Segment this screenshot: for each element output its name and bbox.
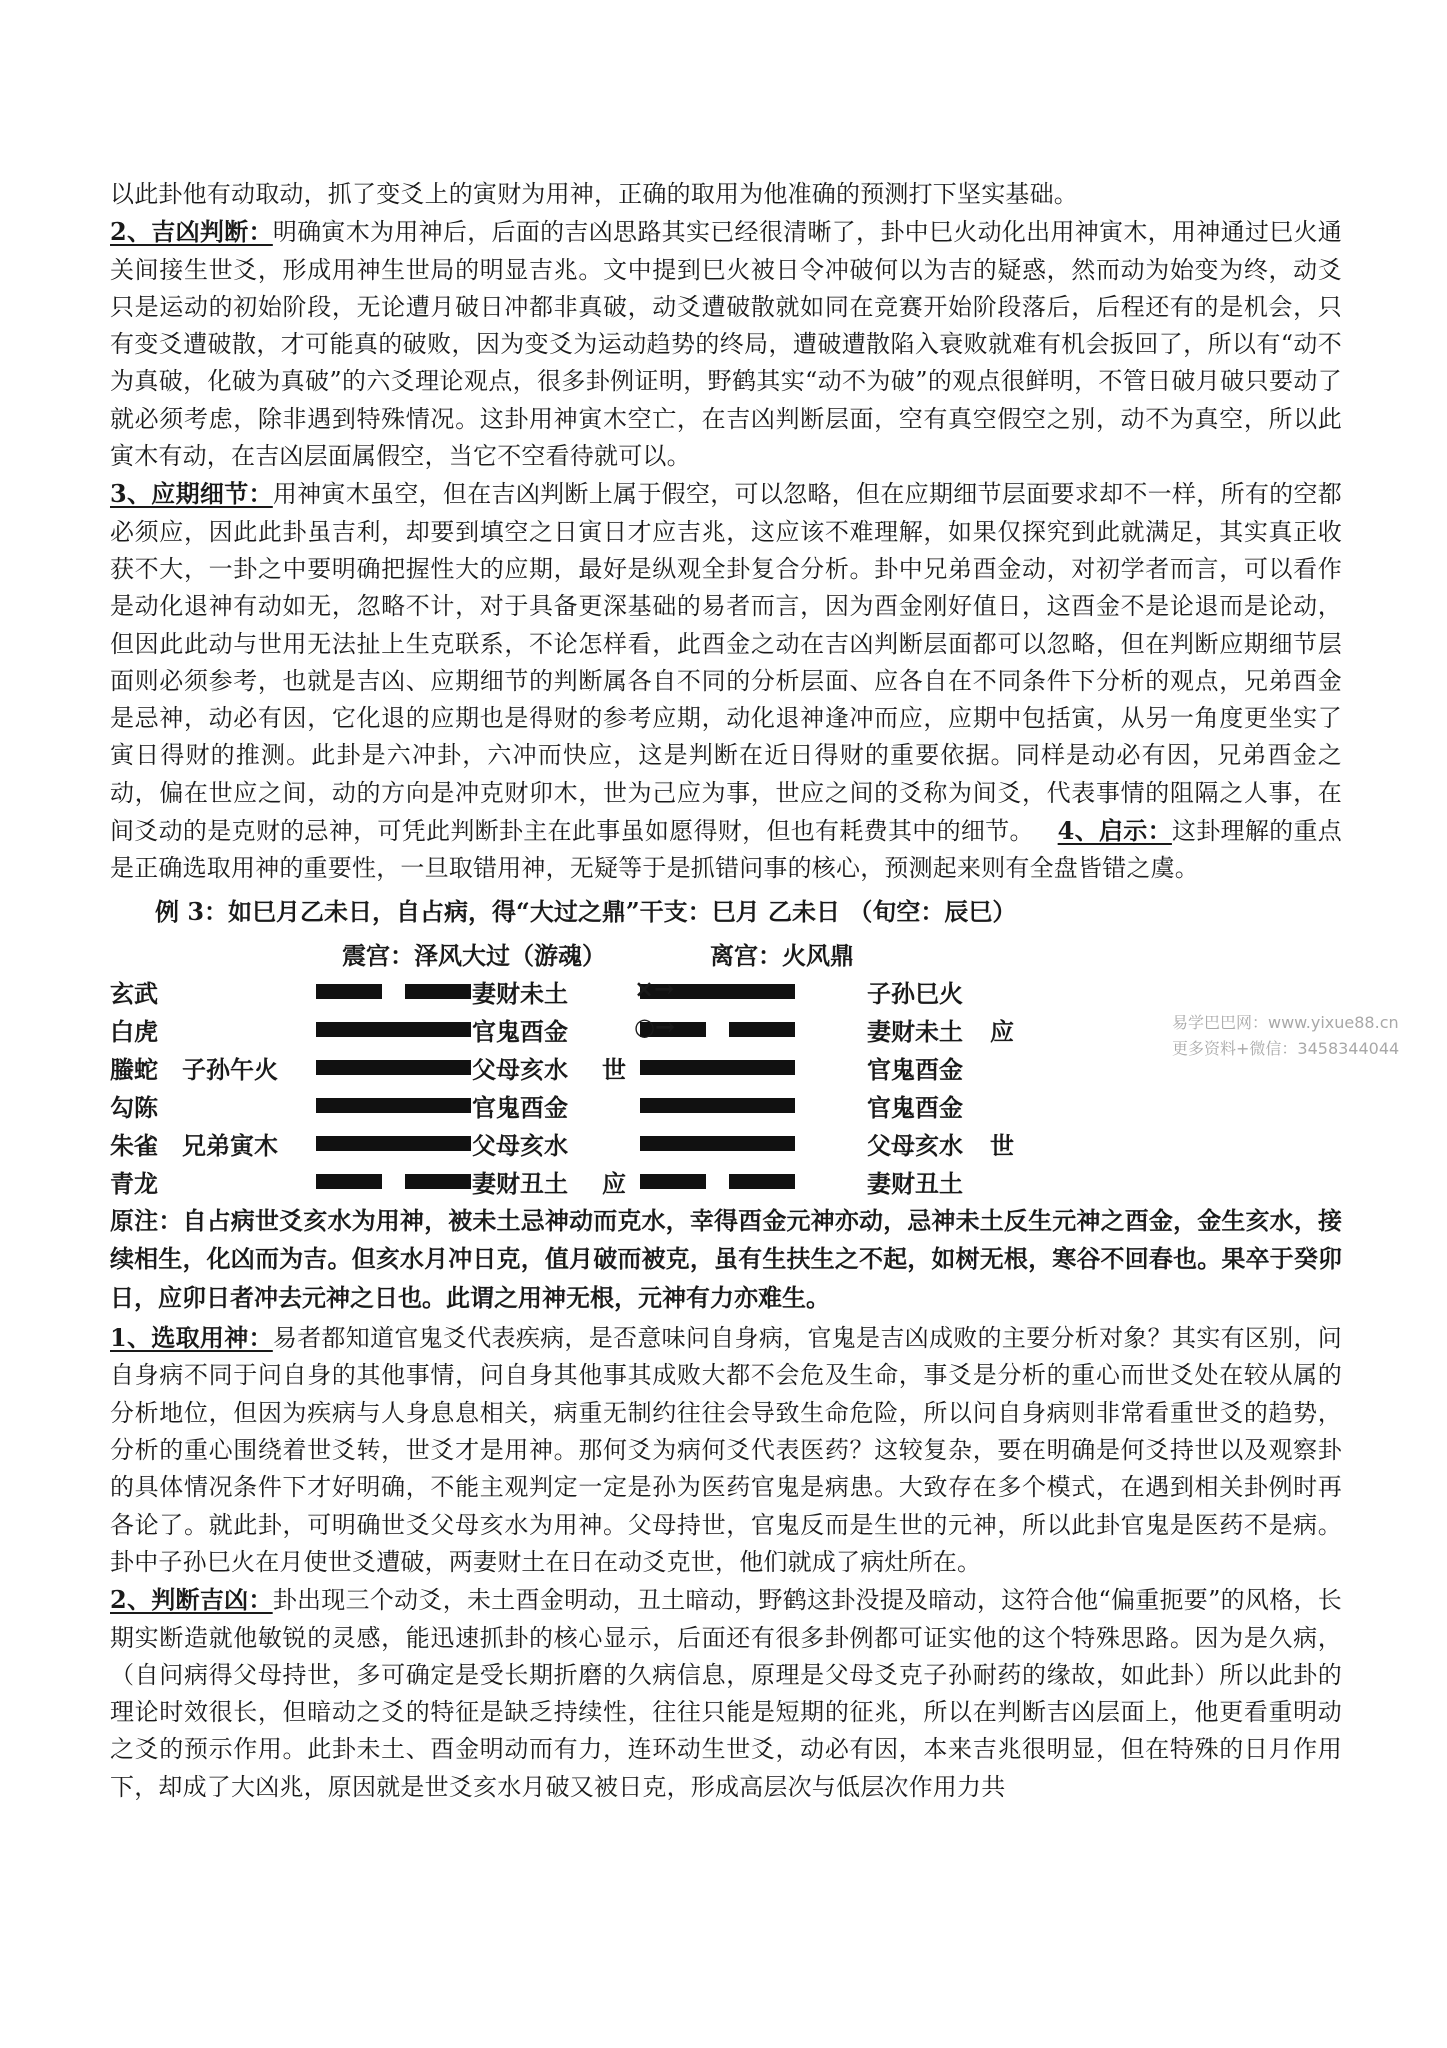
hexagram-row xyxy=(110,1160,1342,1198)
right-shi-ying-mark: 应 xyxy=(990,1016,1014,1046)
hexagram-row xyxy=(110,1008,1342,1046)
left-shi-ying-mark: 应 xyxy=(602,1168,626,1198)
line-segment xyxy=(729,1174,795,1189)
hexagram-row xyxy=(110,970,1342,1008)
yang-line xyxy=(640,1060,795,1075)
six-god-label: 白虎 xyxy=(110,1016,158,1046)
left-line-label: 妻财丑土 xyxy=(472,1168,568,1198)
right-line-label: 妻财未土 xyxy=(867,1016,963,1046)
six-god-label: 青龙 xyxy=(110,1168,158,1198)
section-heading: 2、吉凶判断： xyxy=(110,217,273,247)
yang-line xyxy=(640,1098,795,1113)
hidden-spirit-label: 兄弟寅木 xyxy=(182,1130,278,1160)
line-segment xyxy=(640,1098,795,1113)
line-segment xyxy=(316,1136,471,1151)
example-title: 例 3：如巳月乙未日，自占病，得“大过之鼎”干支：巳月 乙未日 （旬空：辰巳） xyxy=(155,896,1017,926)
section-heading: 2、判断吉凶： xyxy=(110,1585,273,1615)
section-heading: 4、启示： xyxy=(1057,816,1172,846)
line-segment xyxy=(316,1174,382,1189)
left-line-label: 妻财未土 xyxy=(472,978,568,1008)
line-segment xyxy=(640,1174,706,1189)
paragraph-text: 卦出现三个动爻，未土酉金明动，丑土暗动，野鹤这卦没提及暗动，这符合他“偏重扼要”的风格，长期实断造就他敏锐的灵感，能迅速抓卦的核心显示，后面还有很多卦例都可证实他的这个特殊思路。因为是久病，（自问病得父母持世，多可确定是受长期折磨的久病信息，原理是父母爻克子孙耐药的缘故，如此卦）所以此卦的理论时效很长，但暗动之爻的特征是缺乏持续性，往往只能是短期的征兆，所以在判断吉凶层面上，他更看重明动之爻的预示作用。此卦未土、酉金明动而有力，连环动生世爻，动必有因，本来吉兆很明显，但在特殊的日月作用下，却成了大凶兆，原因就是世爻亥水月破又被日克，形成高层次与低层次作用力共 xyxy=(110,1586,1342,1801)
six-god-label: 勾陈 xyxy=(110,1092,158,1122)
paragraph-text: 这卦理解的重点是正确选取用神的重要性，一旦取错用神，无疑等于是抓错问事的核心，预测起来则有全盘皆错之虞。 xyxy=(110,817,1342,883)
yang-line xyxy=(316,1060,471,1075)
right-palace-label: 离宫：火风鼎 xyxy=(710,940,854,970)
yin-line xyxy=(316,984,471,999)
section-heading: 1、选取用神： xyxy=(110,1323,273,1353)
paragraph-intro xyxy=(110,176,1342,213)
section-heading: 3、应期细节： xyxy=(110,479,273,509)
watermark-site: 易学巴巴网：www.yixue88.cn xyxy=(1172,1013,1399,1032)
left-line-label: 官鬼酉金 xyxy=(472,1016,568,1046)
left-line-label: 父母亥水 xyxy=(472,1054,568,1084)
hidden-spirit-label: 子孙午火 xyxy=(182,1054,278,1084)
line-segment xyxy=(316,984,382,999)
moving-line-mark: ○→ xyxy=(634,1011,676,1041)
six-god-label: 螣蛇 xyxy=(110,1054,158,1084)
right-line-label: 官鬼酉金 xyxy=(867,1092,963,1122)
left-line-label: 父母亥水 xyxy=(472,1130,568,1160)
yang-line xyxy=(640,1136,795,1151)
left-shi-ying-mark: 世 xyxy=(602,1054,626,1084)
paragraph-xuanqu xyxy=(110,1319,1342,1581)
line-segment xyxy=(640,1060,795,1075)
yin-line xyxy=(640,1174,795,1189)
right-line-label: 子孙巳火 xyxy=(867,978,963,1008)
hexagram-row xyxy=(110,1084,1342,1122)
paragraph-panduan xyxy=(110,1581,1342,1806)
line-segment xyxy=(316,1022,471,1037)
line-segment xyxy=(405,1174,471,1189)
right-line-label: 父母亥水 xyxy=(867,1130,963,1160)
paragraph-text: 以此卦他有动取动，抓了变爻上的寅财为用神，正确的取用为他准确的预测打下坚实基础。 xyxy=(110,180,1078,208)
yang-line xyxy=(316,1098,471,1113)
six-god-label: 朱雀 xyxy=(110,1130,158,1160)
yang-line xyxy=(316,1136,471,1151)
line-segment xyxy=(405,984,471,999)
paragraph-text: 用神寅木虽空，但在吉凶判断上属于假空，可以忽略，但在应期细节层面要求却不一样，所有的空都必须应，因此此卦虽吉利，却要到填空之日寅日才应吉兆，这应该不难理解，如果仅探究到此就满足，其实真正收获不大，一卦之中要明确把握性大的应期，最好是纵观全卦复合分析。卦中兄弟酉金动，对初学者而言，可以看作是动化退神有动如无，忽略不计，对于具备更深基础的易者而言，因为酉金刚好值日，这酉金不是论退而是论动，但因此此动与世用无法扯上生克联系，不论怎样看，此酉金之动在吉凶判断层面都可以忽略，但在判断应期细节层面则必须参考，也就是吉凶、应期细节的判断属各自不同的分析层面、应各自在不同条件下分析的观点，兄弟酉金是忌神，动必有因，它化退的应期也是得财的参考应期，动化退神逢冲而应，应期中包括寅，从另一角度更坐实了寅日得财的推测。此卦是六冲卦，六冲而快应，这是判断在近日得财的重要依据。同样是动必有因，兄弟酉金之动，偏在世应之间，动的方向是冲克财卯木，世为己应为事，世应之间的爻称为间爻，代表事情的阻隔之人事，在间爻动的是克财的忌神，可凭此判断卦主在此事虽如愿得财，但也有耗费其中的细节。 xyxy=(110,480,1342,846)
document-content xyxy=(110,176,1342,1806)
yin-line xyxy=(316,1174,471,1189)
left-palace-label: 震宫：泽风大过（游魂） xyxy=(342,940,606,970)
watermark xyxy=(1172,1010,1444,1062)
paragraph-yingqi xyxy=(110,475,1342,887)
right-line-label: 妻财丑土 xyxy=(867,1168,963,1198)
paragraph-jixiong xyxy=(110,213,1342,475)
six-god-label: 玄武 xyxy=(110,978,158,1008)
line-segment xyxy=(729,1022,795,1037)
left-line-label: 官鬼酉金 xyxy=(472,1092,568,1122)
hexagram-row xyxy=(110,1046,1342,1084)
paragraph-text: 明确寅木为用神后，后面的吉凶思路其实已经很清晰了，卦中巳火动化出用神寅木，用神通过巳火通关间接生世爻，形成用神生世局的明显吉兆。文中提到巳火被日令冲破何以为吉的疑惑，然而动为始变为终，动爻只是运动的初始阶段，无论遭月破日冲都非真破，动爻遭破散就如同在竞赛开始阶段落后，后程还有的是机会，只有变爻遭破散，才可能真的破败，因为变爻为运动趋势的终局，遭破遭散陷入衰败就难有机会扳回了，所以有“动不为真破，化破为真破”的六爻理论观点，很多卦例证明，野鹤其实“动不为破”的观点很鲜明，不管日破月破只要动了就必须考虑，除非遇到特殊情况。这卦用神寅木空亡，在吉凶判断层面，空有真空假空之别，动不为真空，所以此寅木有动，在吉凶层面属假空，当它不空看待就可以。 xyxy=(110,218,1342,471)
yang-line xyxy=(316,1022,471,1037)
line-segment xyxy=(640,1136,795,1151)
palace-header-row xyxy=(110,932,1342,970)
line-segment xyxy=(316,1060,471,1075)
right-shi-ying-mark: 世 xyxy=(990,1130,1014,1160)
hexagram-row xyxy=(110,1122,1342,1160)
moving-line-mark: ×→ xyxy=(634,973,675,1003)
paragraph-text: 易者都知道官鬼爻代表疾病，是否意味问自身病，官鬼是吉凶成败的主要分析对象？其实有区别，问自身病不同于问自身的其他事情，问自身其他事其成败大都不会危及生命，事爻是分析的重心而世爻处在较从属的分析地位，但因为疾病与人身息息相关，病重无制约往往会导致生命危险，所以问自身病则非常看重世爻的趋势，分析的重心围绕着世爻转，世爻才是用神。那何爻为病何爻代表医药？这较复杂，要在明确是何爻持世以及观察卦的具体情况条件下才好明确，不能主观判定一定是孙为医药官鬼是病患。大致存在多个模式，在遇到相关卦例时再各论了。就此卦，可明确世爻父母亥水为用神。父母持世，官鬼反而是生世的元神，所以此卦官鬼是医药不是病。卦中子孙巳火在月使世爻遭破，两妻财土在日在动爻克世，他们就成了病灶所在。 xyxy=(110,1324,1342,1576)
hexagram-table xyxy=(110,970,1342,1198)
watermark-contact: 更多资料+微信：3458344044 xyxy=(1172,1039,1400,1058)
line-segment xyxy=(316,1098,471,1113)
right-line-label: 官鬼酉金 xyxy=(867,1054,963,1084)
original-note: 原注：自占病世爻亥水为用神，被未土忌神动而克水，幸得酉金元神亦动，忌神未土反生元神之酉金，金生亥水，接续相生，化凶而为吉。但亥水月冲日克，值月破而被克，虽有生扶生之不起，如树无根，寒谷不回春也。果卒于癸卯日，应卯日者冲去元神之日也。此谓之用神无根，元神有力亦难生。 xyxy=(110,1205,1342,1312)
